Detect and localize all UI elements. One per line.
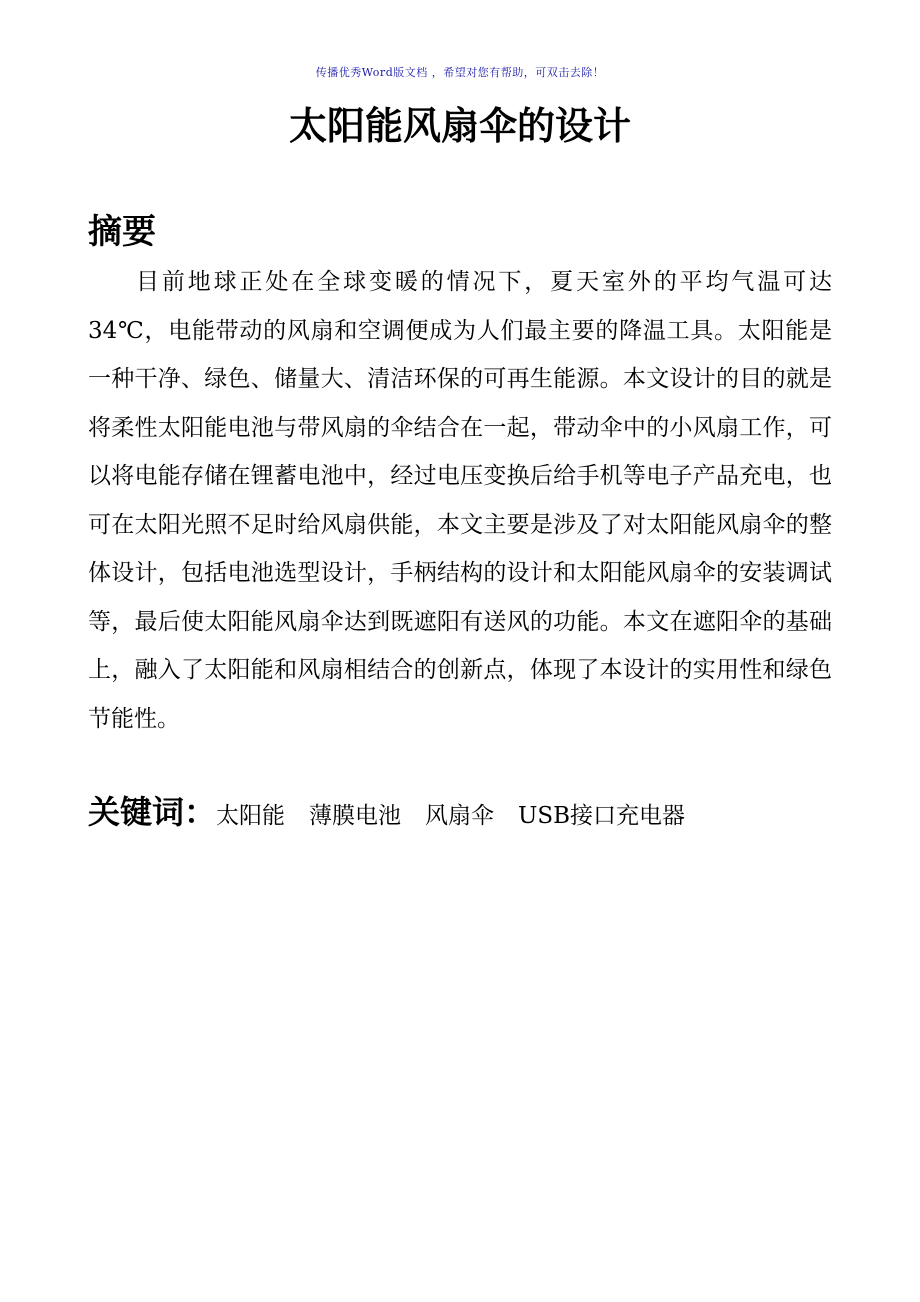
keywords-line: [88, 788, 848, 842]
header-note: 传播优秀Word版文档 ，希望对您有帮助，可双击去除！: [315, 66, 605, 79]
abstract-heading: 摘要: [88, 212, 156, 252]
keyword-item: 太阳能: [216, 803, 286, 829]
keyword-item: 薄膜电池: [309, 803, 402, 829]
keyword-item: USB接口充电器: [518, 803, 686, 829]
abstract-body: 目前地球正处在全球变暖的情况下，夏天室外的平均气温可达34℃，电能带动的风扇和空调便成为人们最主要的降温工具。太阳能是一种干净、绿色、储量大、清洁环保的可再生能源。本文设计的目的就是将柔性太阳能电池与带风扇的伞结合在一起，带动伞中的小风扇工作，可以将电能存储在锂蓄电池中，经过电压变换后给手机等电子产品充电，也可在太阳光照不足时给风扇供能，本文主要是涉及了对太阳能风扇伞的整体设计，包括电池选型设计，手柄结构的设计和太阳能风扇伞的安装调试等，最后使太阳能风扇伞达到既遮阳有送风的功能。本文在遮阳伞的基础上，融入了太阳能和风扇相结合的创新点，体现了本设计的实用性和绿色节能性。: [88, 269, 832, 732]
keywords-label: 关键词：: [88, 793, 217, 831]
keyword-item: 风扇伞: [425, 803, 495, 829]
document-title: 太阳能风扇伞的设计: [288, 104, 631, 148]
